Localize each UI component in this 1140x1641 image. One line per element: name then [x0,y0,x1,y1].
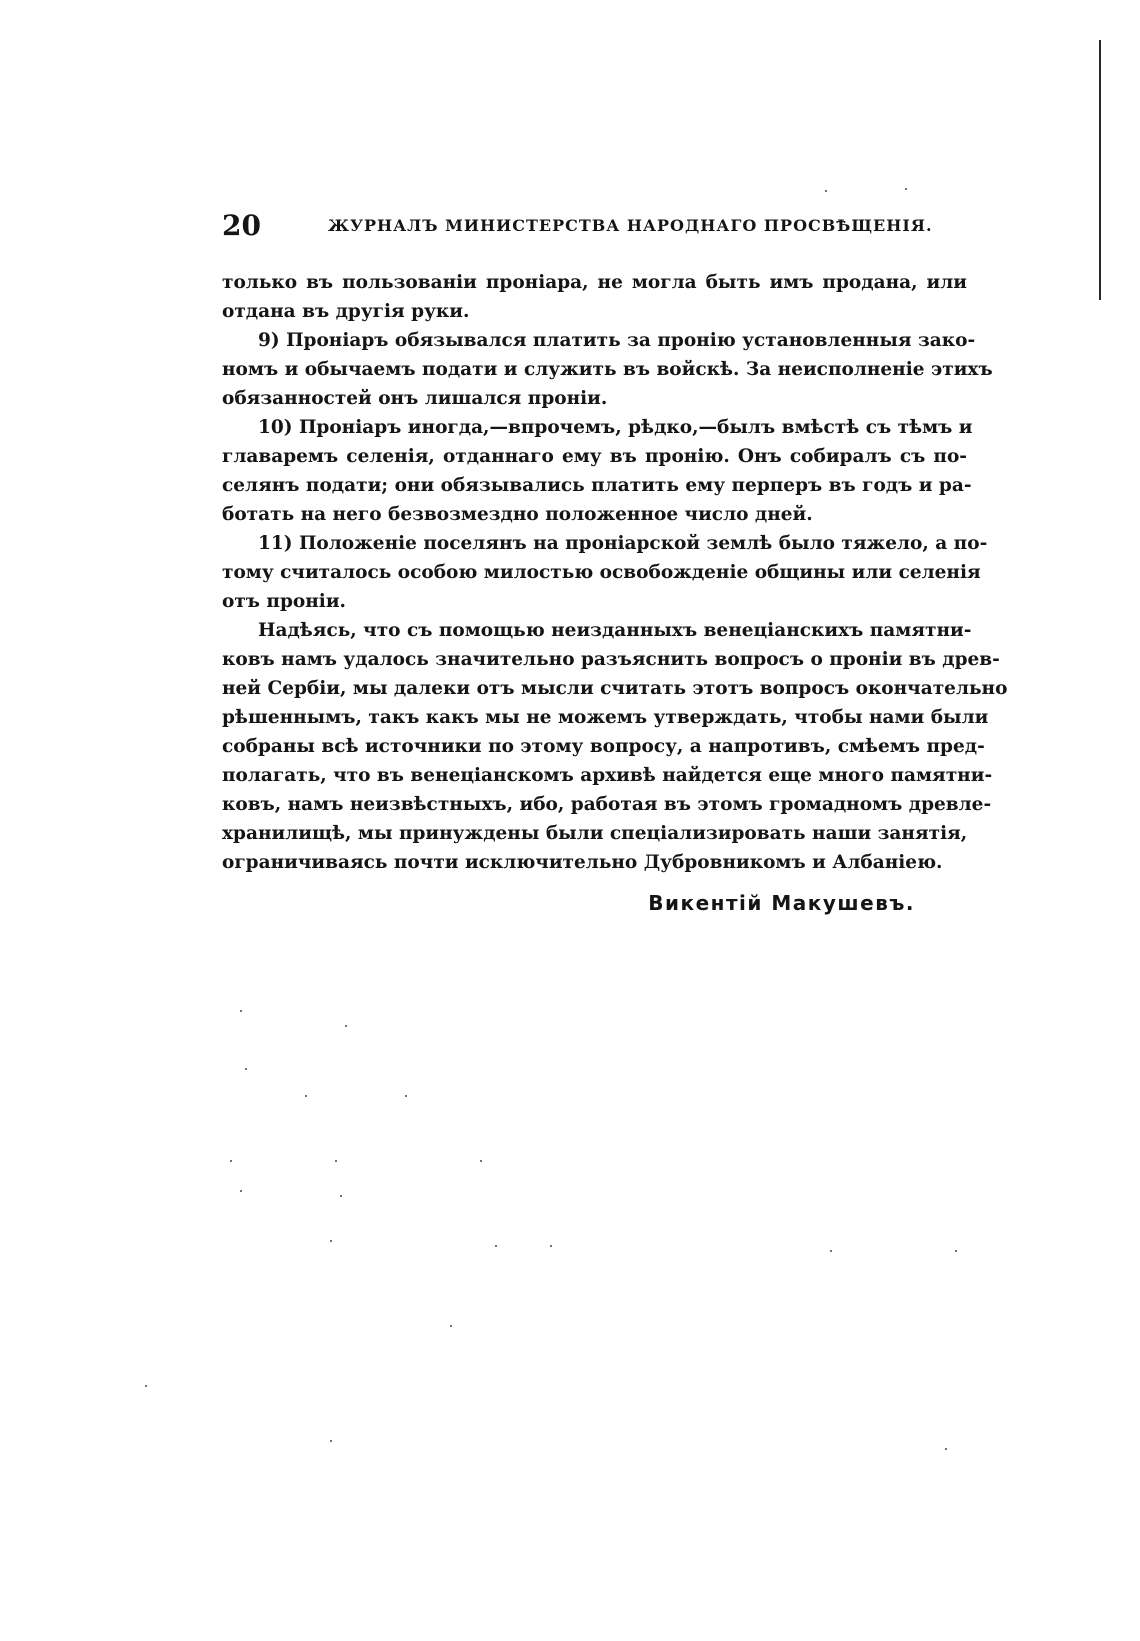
scan-speck [245,1068,247,1070]
text-line: хранилищѣ, мы принуждены были спеціализировать наши занятія, [222,823,968,844]
text-line: ковъ намъ удалось значительно разъяснить вопросъ о проніи въ древ- [222,649,1000,670]
scan-speck [945,1448,947,1450]
text-line: селянъ подати; они обязывались платить ему перперъ въ годъ и ра- [222,475,972,496]
scan-speck [480,1160,482,1162]
scan-speck [905,188,907,190]
body-text [222,268,1008,877]
scan-speck [230,1160,232,1162]
text-line: номъ и обычаемъ подати и служить въ войскѣ. За неисполненіе этихъ [222,359,993,380]
scan-speck [955,1250,957,1252]
scan-speck [550,1245,552,1247]
text-line: ограничиваясь почти исключительно Дубровникомъ и Албаніею. [222,852,943,873]
text-line: Надѣясь, что съ помощью неизданныхъ венеціанскихъ памятни- [258,620,972,641]
running-head [222,208,967,244]
text-line: ботать на него безвозмездно положенное число дней. [222,504,813,525]
scan-speck [340,1195,342,1197]
text-line: 11) Положеніе поселянъ на проніарской землѣ было тяжело, а по- [258,533,988,554]
page-edge-rule [1099,40,1101,300]
scan-speck [405,1095,407,1097]
scan-speck [345,1025,347,1027]
text-line: ней Сербіи, мы далеки отъ мысли считать этотъ вопросъ окончательно [222,678,1008,699]
scan-speck [495,1245,497,1247]
text-line: отъ проніи. [222,591,346,612]
author-signature: Викентій Макушевъ. [648,891,915,915]
scan-speck [240,1010,242,1012]
scan-speck [330,1440,332,1442]
page-number: 20 [222,209,261,242]
scan-speck [305,1095,307,1097]
document-page [222,208,1008,915]
journal-title: ЖУРНАЛЪ МИНИСТЕРСТВА НАРОДНАГО ПРОСВѢЩЕНІЯ. [328,216,933,235]
text-line: обязанностей онъ лишался проніи. [222,388,608,409]
scan-speck [825,190,827,192]
text-line: ковъ, намъ неизвѣстныхъ, ибо, работая въ этомъ громадномъ древле- [222,794,992,815]
text-line: 9) Проніаръ обязывался платить за пронію установленныя зако- [258,330,976,351]
text-line: собраны всѣ источники по этому вопросу, а напротивъ, смѣемъ пред- [222,736,985,757]
scan-speck [240,1190,242,1192]
scan-speck [335,1160,337,1162]
scan-speck [145,1385,147,1387]
text-line: отдана въ другія руки. [222,301,470,322]
text-line: тому считалось особою милостью освобожденіе общины или селенія [222,562,981,583]
text-line: 10) Проніаръ иногда,—впрочемъ, рѣдко,—былъ вмѣстѣ съ тѣмъ и [258,417,973,438]
text-line: только въ пользованіи проніара, не могла быть имъ продана, или [222,272,967,293]
scan-speck [330,1240,332,1242]
scan-speck [450,1325,452,1327]
scan-speck [830,1250,832,1252]
text-line: рѣшеннымъ, такъ какъ мы не можемъ утверждать, чтобы нами были [222,707,989,728]
text-line: главаремъ селенія, отданнаго ему въ пронію. Онъ собиралъ съ по- [222,446,967,467]
text-line: полагать, что въ венеціанскомъ архивѣ найдется еще много памятни- [222,765,993,786]
